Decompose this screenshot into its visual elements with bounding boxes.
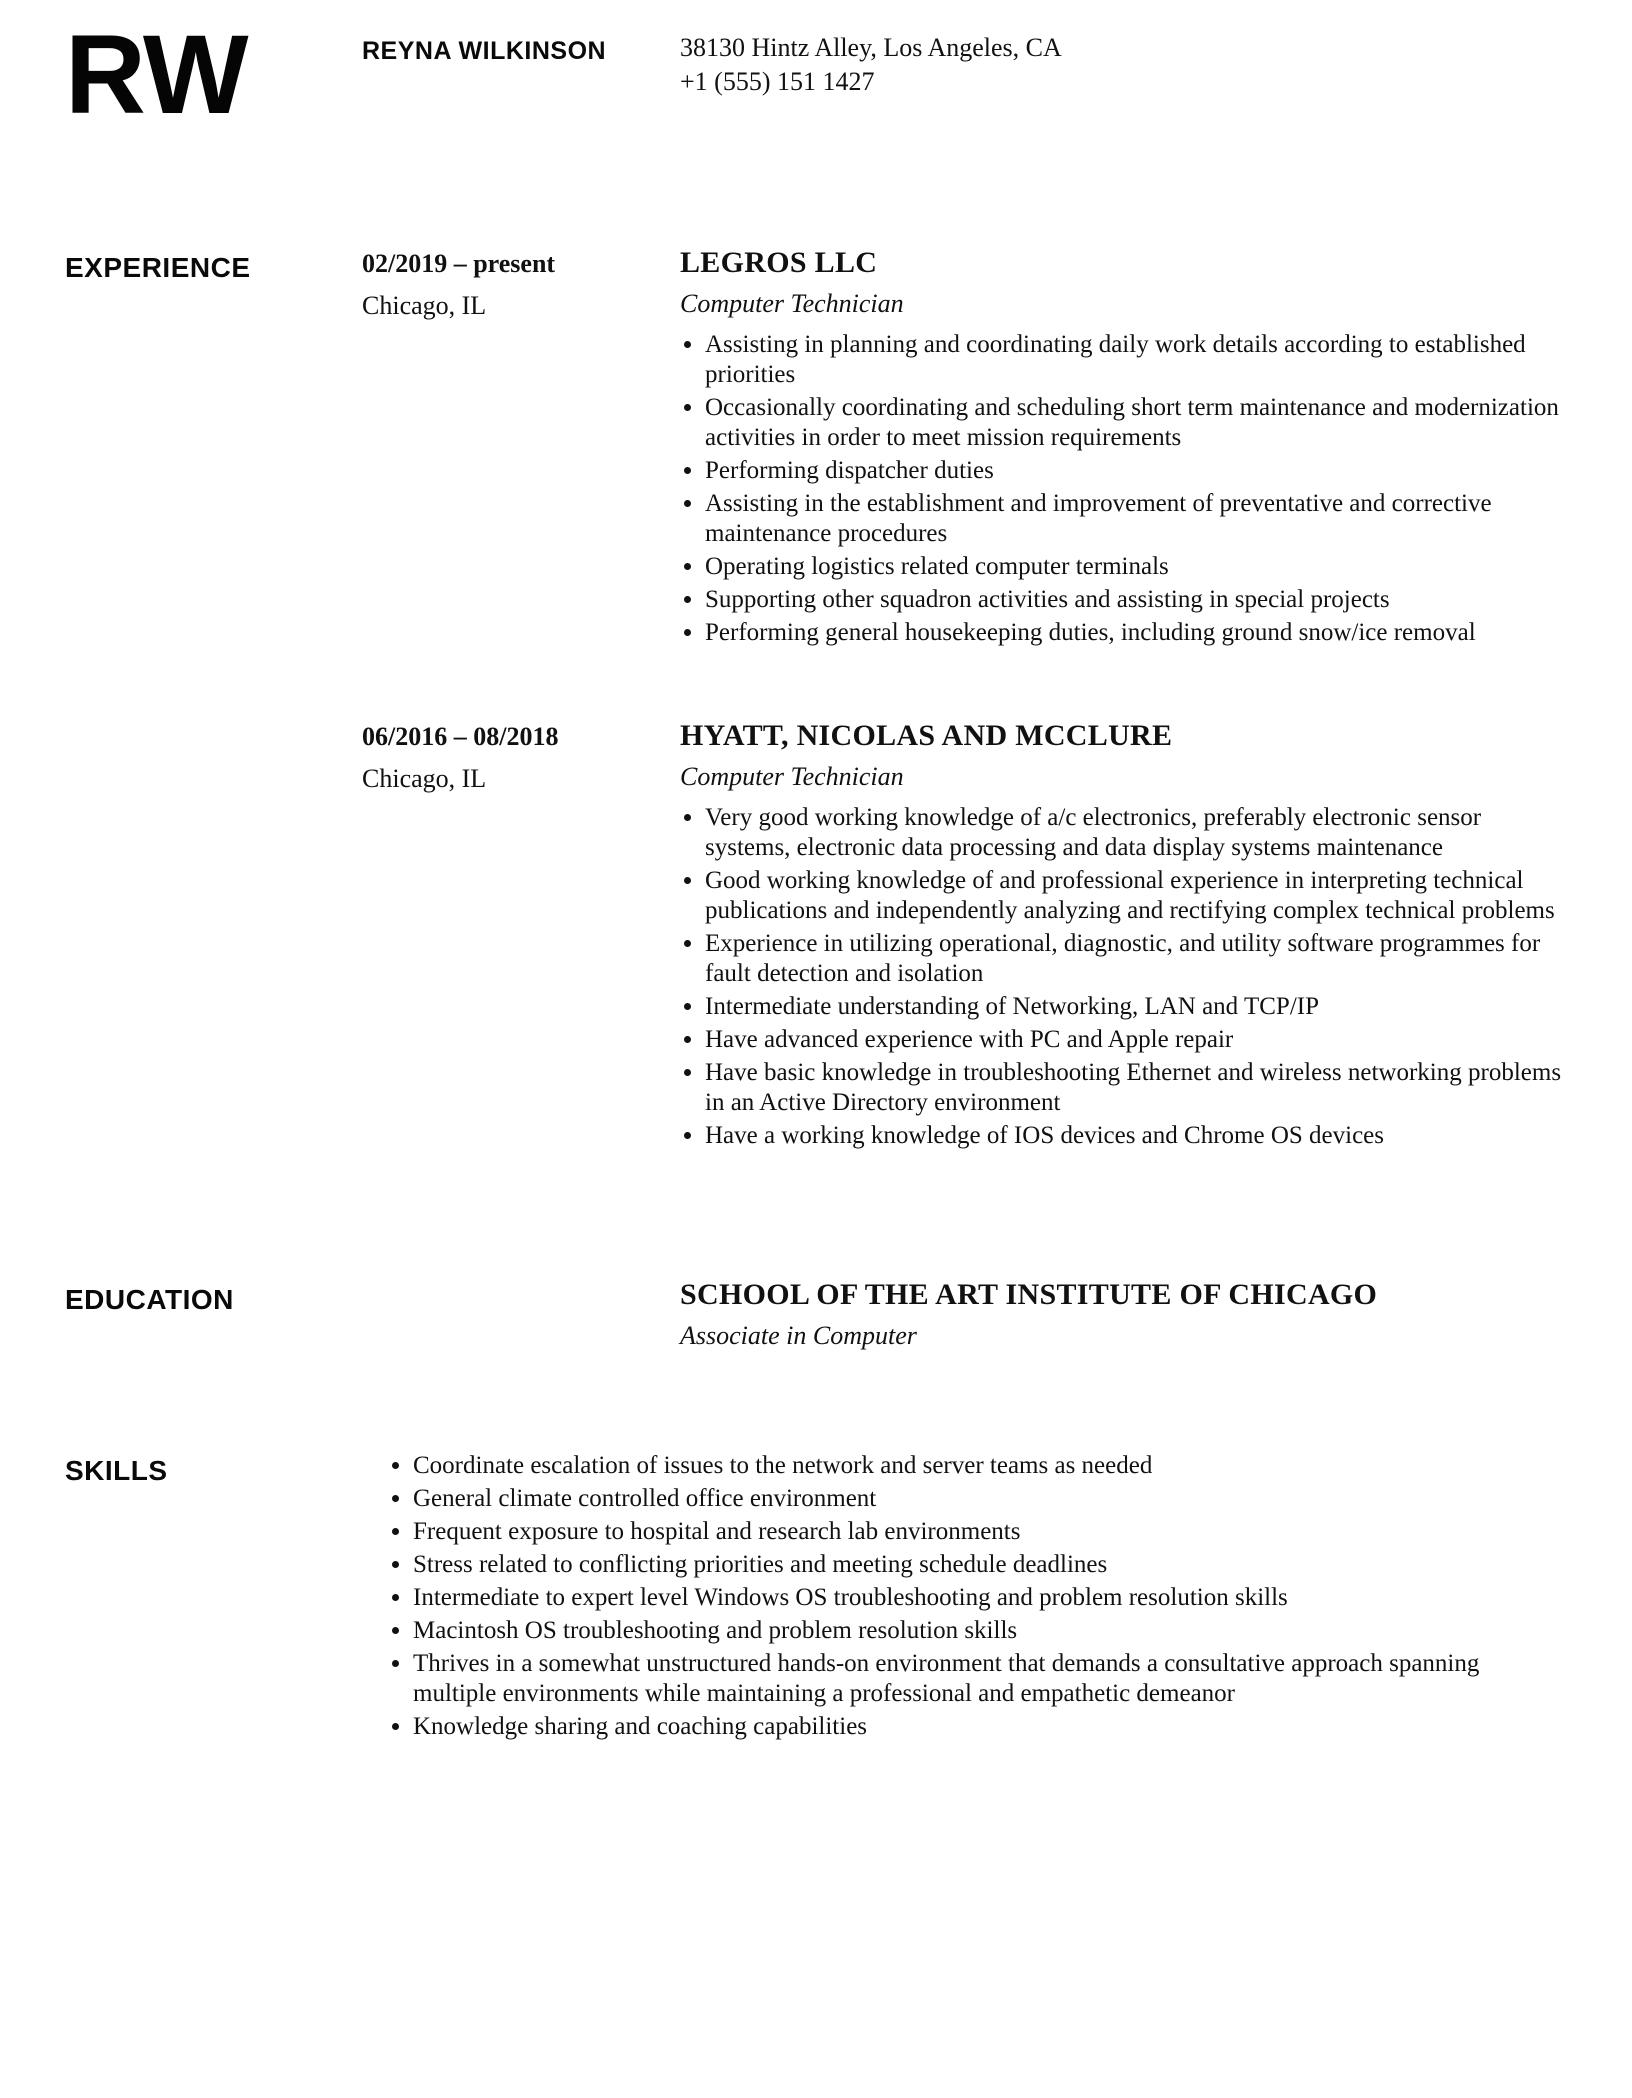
skill-item: • Coordinate escalation of issues to the network and server teams as needed [413,1451,1567,1481]
company-name: LEGROS LLC [680,246,878,280]
job-dates: 06/2016 – 08/2018 [362,722,559,752]
monogram: RW [65,12,248,137]
skills-body [362,1451,1567,1745]
skills-heading: SKILLS [65,1455,168,1487]
education-entry [680,1280,1567,1351]
job-details [680,248,1567,651]
skills-section [0,1451,1632,1745]
skill-item: • Stress related to conflicting priorities and meeting schedule deadlines [413,1550,1567,1580]
job-title: Computer Technician [680,289,904,319]
company-name: HYATT, NICOLAS AND MCCLURE [680,719,1173,753]
skill-item: • Intermediate to expert level Windows OS troubleshooting and problem resolution skills [413,1583,1567,1613]
job-bullet: • Operating logistics related computer terminals [705,552,1567,582]
job-bullet: • Assisting in the establishment and improvement of preventative and corrective maintenance procedures [705,489,1567,549]
job-bullet: • Very good working knowledge of a/c electronics, preferably electronic sensor systems, electronic data processing and data display systems maintenance [705,803,1567,863]
job-meta [362,721,680,1154]
skill-item: • Frequent exposure to hospital and research lab environments [413,1517,1567,1547]
job-bullet: • Supporting other squadron activities and assisting in special projects [705,585,1567,615]
skill-item: • Macintosh OS troubleshooting and problem resolution skills [413,1616,1567,1646]
job-dates: 02/2019 – present [362,249,556,279]
skills-list [362,1451,1567,1742]
resume-header [0,0,1632,137]
job-bullet: • Experience in utilizing operational, diagnostic, and utility software programmes for fault detection and isolation [705,929,1567,989]
job-bullet-list [680,330,1567,648]
job-location: Chicago, IL [362,764,487,794]
skill-item: • Thrives in a somewhat unstructured hands-on environment that demands a consultative approach spanning multiple environments while maintaining a professional and empathetic demeanor [413,1649,1567,1709]
job-details [680,721,1567,1154]
job-bullet-list [680,803,1567,1151]
job-bullet: • Have a working knowledge of IOS devices and Chrome OS devices [705,1121,1567,1151]
education-section [0,1280,1632,1351]
contact-address: 38130 Hintz Alley, Los Angeles, CA [680,33,1062,62]
job-bullet: • Intermediate understanding of Networking, LAN and TCP/IP [705,992,1567,1022]
job-title: Computer Technician [680,762,904,792]
job-bullet: • Performing dispatcher duties [705,456,1567,486]
job-bullet: • Assisting in planning and coordinating daily work details according to established priorities [705,330,1567,390]
job-bullet: • Have basic knowledge in troubleshooting Ethernet and wireless networking problems in an Active Directory environment [705,1058,1567,1118]
skill-item: • General climate controlled office environment [413,1484,1567,1514]
candidate-name: REYNA WILKINSON [362,37,607,65]
experience-entries [362,248,1567,1154]
skill-item: • Knowledge sharing and coaching capabilities [413,1712,1567,1742]
contact-block [680,30,1567,99]
experience-section [0,248,1632,1154]
job-bullet: • Occasionally coordinating and scheduling short term maintenance and modernization activities in order to meet mission requirements [705,393,1567,453]
job-bullet: • Have advanced experience with PC and Apple repair [705,1025,1567,1055]
job-location: Chicago, IL [362,291,487,321]
experience-heading: EXPERIENCE [65,252,251,284]
contact-phone: +1 (555) 151 1427 [680,67,875,96]
education-heading: EDUCATION [65,1284,234,1316]
school-name: SCHOOL OF THE ART INSTITUTE OF CHICAGO [680,1278,1378,1312]
job-meta [362,248,680,651]
job-bullet: • Good working knowledge of and professional experience in interpreting technical publications and independently analyzing and rectifying complex technical problems [705,866,1567,926]
degree-name: Associate in Computer [680,1321,917,1351]
job-bullet: • Performing general housekeeping duties, including ground snow/ice removal [705,618,1567,648]
